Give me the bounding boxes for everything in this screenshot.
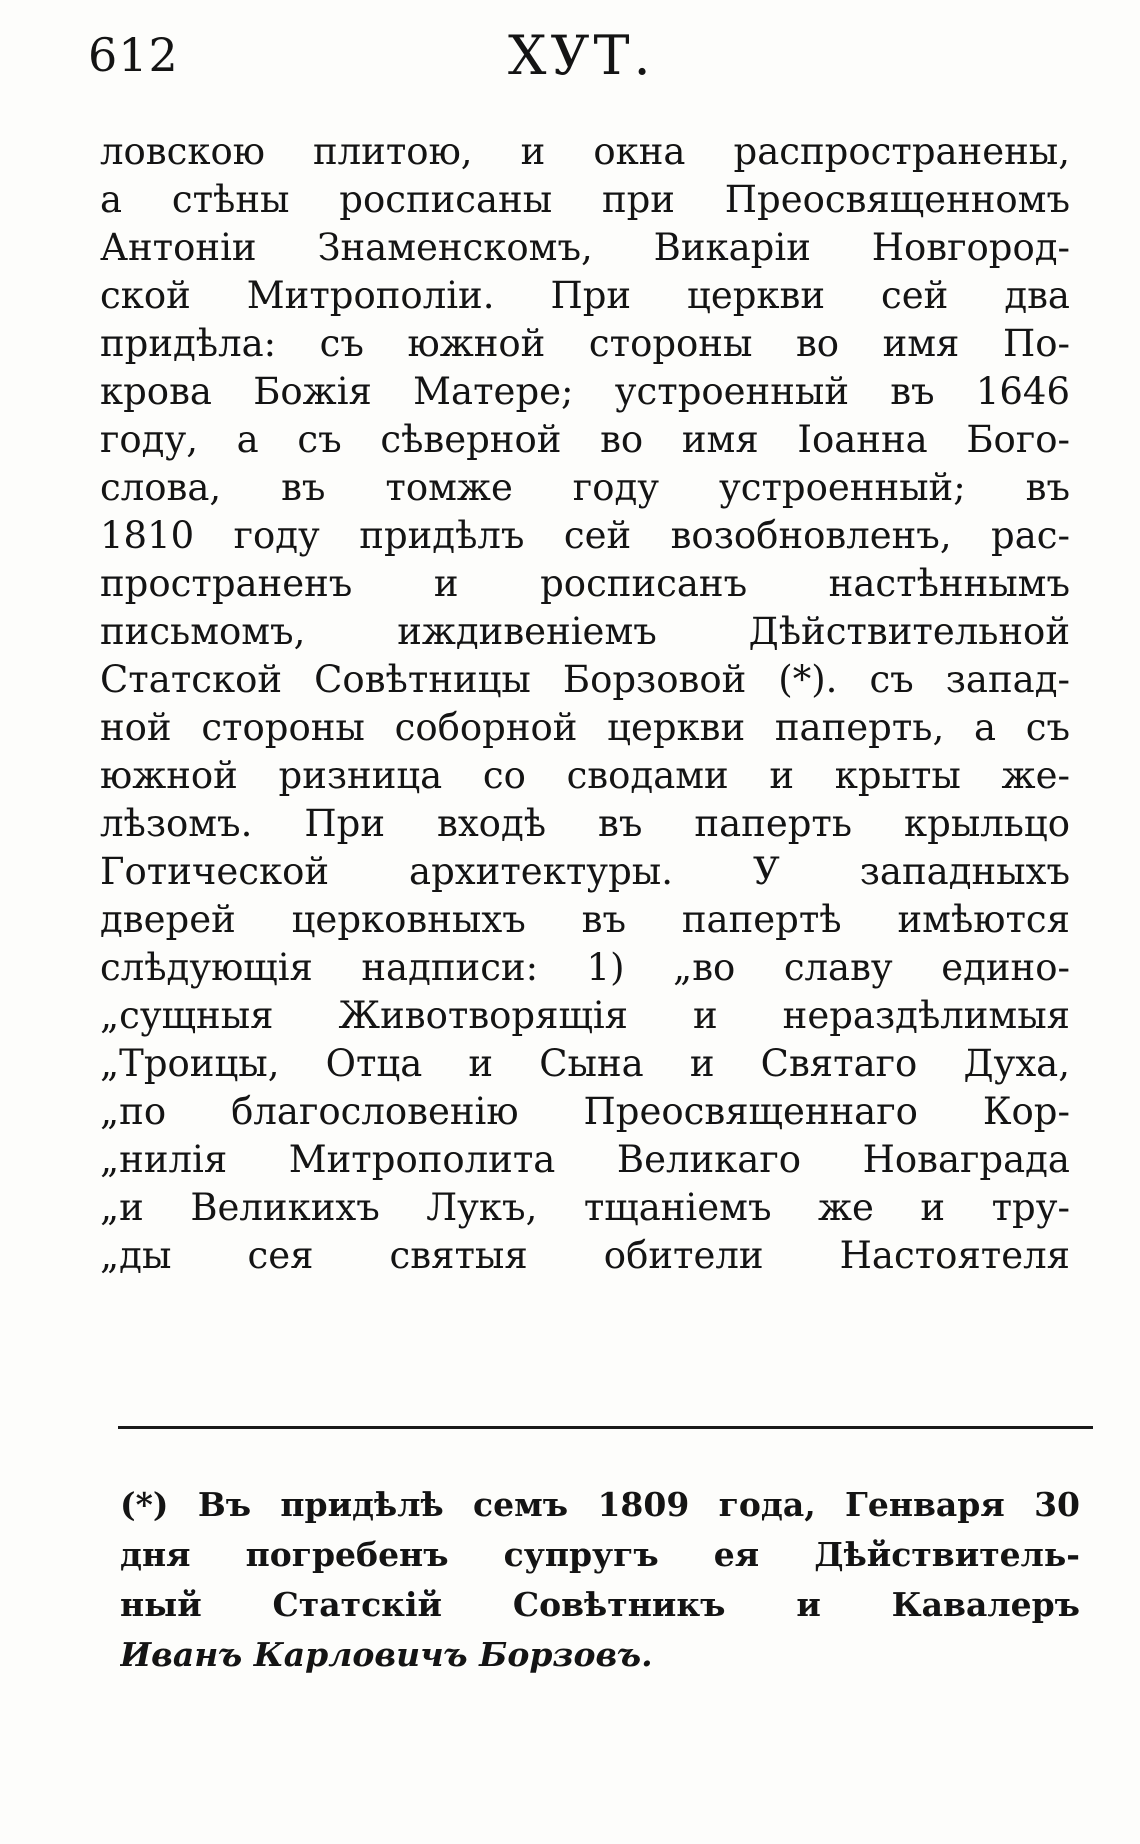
text-line: крова Божія Матере; устроенный въ 1646 [100,370,1070,413]
text-line: году, а съ сѣверной во имя Іоанна Бого- [100,418,1070,461]
text-line: „нилія Митрополита Великаго Новаграда [100,1138,1070,1181]
text-line: Антоніи Знаменскомъ, Викаріи Новгород- [100,226,1070,269]
text-line: письмомъ, иждивеніемъ Дѣйствительной [100,610,1070,653]
text-line: Статской Совѣтницы Борзовой (*). съ запад- [100,658,1070,701]
footnote-line: (*) Въ придѣлѣ семъ 1809 года, Генваря 30 [120,1485,1080,1524]
text-line: „по благословенію Преосвященнаго Кор- [100,1090,1070,1133]
footnote-line: ный Статскій Совѣтникъ и Кавалеръ [120,1585,1080,1624]
running-head: ХУТ. [508,24,655,87]
text-line: „ды сея святыя обители Настоятеля [100,1234,1070,1277]
text-line: ной стороны соборной церкви паперть, а съ [100,706,1070,749]
text-line: „и Великихъ Лукъ, тщаніемъ же и тру- [100,1186,1070,1229]
page-header [88,24,1070,94]
text-line: 1810 году придѣлъ сей возобновленъ, рас- [100,514,1070,557]
text-line: ловскою плитою, и окна распространены, [100,130,1070,173]
text-line: придѣла: съ южной стороны во имя По- [100,322,1070,365]
page-number: 612 [88,28,179,82]
footnote-line: дня погребенъ супругъ ея Дѣйствитель- [120,1535,1080,1574]
main-text [100,128,1070,1280]
text-line: ской Митрополіи. При церкви сей два [100,274,1070,317]
text-line: лѣзомъ. При входѣ въ паперть крыльцо [100,802,1070,845]
text-line: пространенъ и росписанъ настѣннымъ [100,562,1070,605]
text-line: „сущныя Животворящія и нераздѣлимыя [100,994,1070,1037]
footnote-divider [118,1426,1093,1429]
text-line: дверей церковныхъ въ папертѣ имѣются [100,898,1070,941]
text-line: южной ризница со сводами и крыты же- [100,754,1070,797]
footnote-signature-name: Иванъ Карловичъ Борзовъ. [120,1635,653,1674]
text-line: а стѣны росписаны при Преосвященномъ [100,178,1070,221]
text-line: слова, въ томже году устроенный; въ [100,466,1070,509]
text-line: Готической архитектуры. У западныхъ [100,850,1070,893]
footnote-line [120,1630,1080,1680]
text-line: „Троицы, Отца и Сына и Святаго Духа, [100,1042,1070,1085]
text-line: слѣдующія надписи: 1) „во славу едино- [100,946,1070,989]
footnote [120,1480,1080,1680]
